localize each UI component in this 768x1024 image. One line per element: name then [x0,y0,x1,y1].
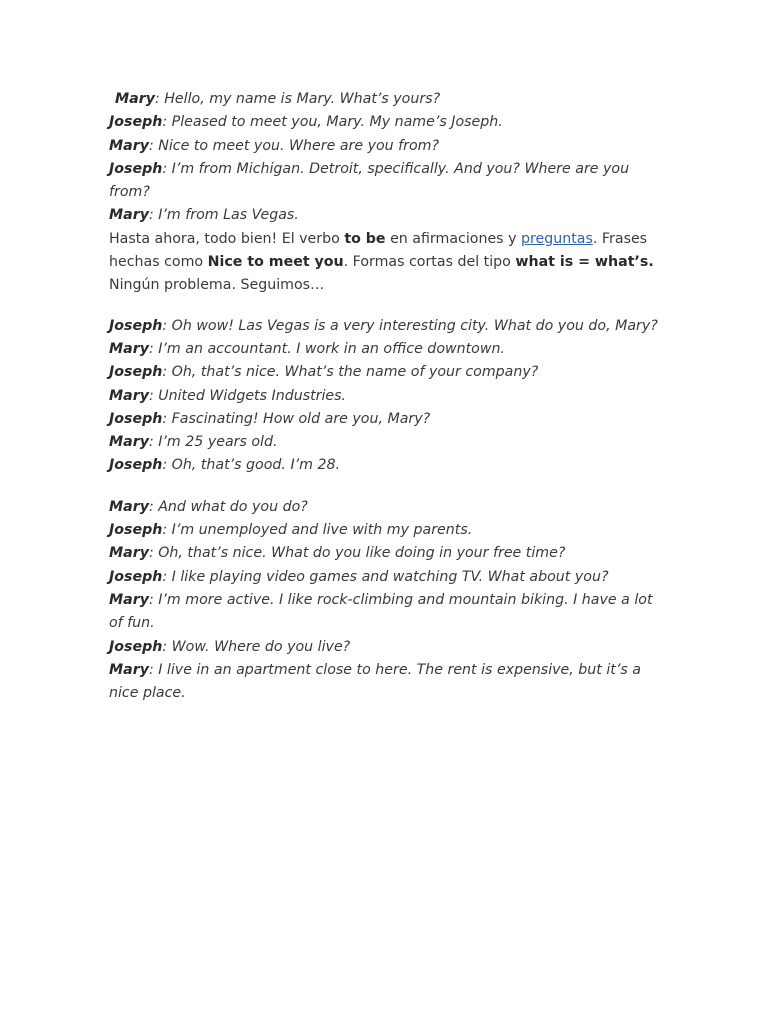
dialog-section-2 [109,315,669,478]
dialog-text: : I’m more active. I like rock-climbing and mountain biking. I have a lot of fun. [109,591,653,632]
note-text: . Frases hechas como [109,230,648,271]
speaker-name: Mary [109,661,149,678]
dialog-text: : I’m from Las Vegas. [148,207,299,224]
dialog-line [109,566,669,589]
speaker-name: Mary [109,207,149,224]
dialog-text: : I’m unemployed and live with my parents. [162,522,473,539]
dialog-text: : United Widgets Industries. [148,387,347,404]
note-text: . Formas cortas del tipo [343,254,516,271]
dialog-text: : Fascinating! How old are you, Mary? [162,410,431,427]
paragraph-spacer [109,298,669,315]
dialog-line [109,204,669,227]
speaker-name: Joseph [109,457,163,474]
dialog-text: : Hello, my name is Mary. What’s yours? [154,91,441,107]
dialog-line [109,88,669,111]
speaker-name: Joseph [109,522,163,539]
dialog-line [109,361,669,384]
preguntas-link[interactable]: preguntas [520,230,593,247]
dialog-text: : I’m an accountant. I work in an office downtown. [148,340,505,357]
dialog-text: : I live in an apartment close to here. The rent is expensive, but it’s a nice place. [109,661,641,702]
dialog-section-3 [109,496,669,706]
speaker-name: Joseph [109,114,163,131]
dialog-text: : Wow. Where do you live? [162,638,351,655]
dialog-text: : Pleased to meet you, Mary. My name’s Joseph. [162,114,503,131]
dialog-line [109,519,669,542]
note-bold-term: Nice to meet you [207,254,344,271]
note-text: Ningún problema. Seguimos… [109,277,325,294]
dialog-text: : Oh, that’s nice. What’s the name of your company? [162,364,539,381]
note-bold-term: to be [344,230,386,247]
dialog-section-1 [109,88,669,228]
speaker-name: Mary [109,434,149,451]
dialog-line [109,659,669,706]
speaker-name: Mary [109,498,149,515]
dialog-text: : Nice to meet you. Where are you from? [148,137,440,154]
speaker-name: Joseph [109,160,163,177]
dialog-text: : And what do you do? [148,498,308,515]
note-bold-term: what is = what’s. [515,254,654,271]
dialog-line [109,135,669,158]
speaker-name: Joseph [109,317,163,334]
speaker-name: Joseph [109,364,163,381]
speaker-name: Joseph [109,568,163,585]
speaker-name: Mary [109,591,149,608]
dialog-line [109,158,669,205]
speaker-name: Mary [109,137,149,154]
dialog-line [109,385,669,408]
document-content [109,88,669,705]
speaker-name: Mary [109,545,149,562]
dialog-line [109,454,669,477]
dialog-line [109,111,669,134]
speaker-name: Joseph [109,410,163,427]
paragraph-spacer [109,478,669,496]
dialog-text: : I’m from Michigan. Detroit, specifically. And you? Where are you from? [109,160,630,201]
dialog-text: : Oh, that’s nice. What do you like doing in your free time? [148,545,566,562]
dialog-line [109,589,669,636]
dialog-line [109,431,669,454]
dialog-line [109,315,669,338]
speaker-name: Mary [109,387,149,404]
speaker-name: Mary [109,340,149,357]
dialog-text: : Oh, that’s good. I’m 28. [162,457,341,474]
dialog-line [109,408,669,431]
dialog-line [109,496,669,519]
explanation-paragraph [109,228,669,298]
dialog-text: : I like playing video games and watching TV. What about you? [162,568,609,585]
note-text: Hasta ahora, todo bien! El verbo [109,230,345,247]
dialog-line [109,542,669,565]
speaker-name: Joseph [109,638,163,655]
speaker-name: Mary [115,91,155,107]
dialog-line [109,636,669,659]
note-text: en afirmaciones y [385,230,521,247]
dialog-line [109,338,669,361]
dialog-text: : Oh wow! Las Vegas is a very interesting city. What do you do, Mary? [162,317,658,334]
dialog-text: : I’m 25 years old. [148,434,278,451]
